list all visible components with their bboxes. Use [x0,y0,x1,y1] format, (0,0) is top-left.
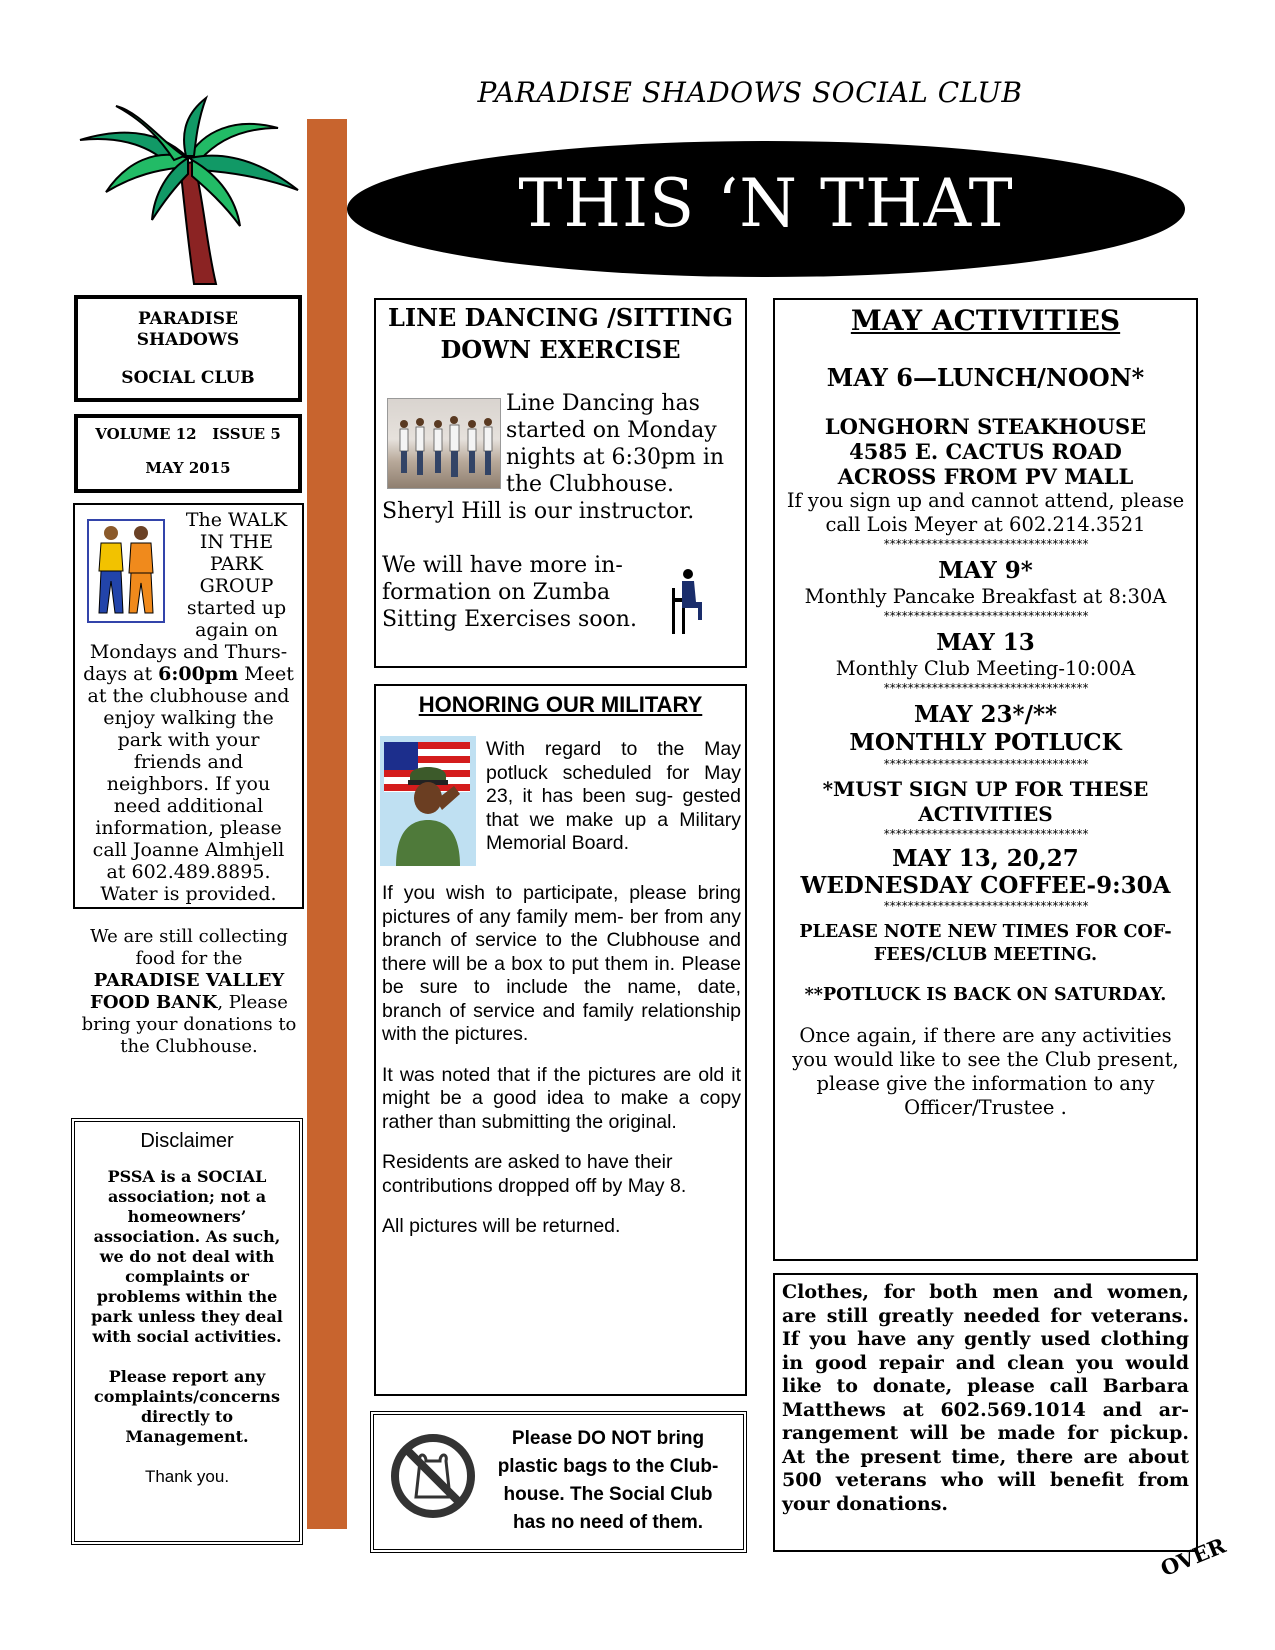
food-bank-note: We are still collecting food for the PARADISE VALLEY FOOD BANK, Please bring your donations to the Clubhouse. [81,926,297,1057]
walk-time: 6:00pm [158,663,239,685]
title-banner [347,141,1185,277]
line-dancing-text-c: nights at 6:30pm in [506,445,725,470]
club-box-line3: SOCIAL CLUB [121,368,255,388]
meeting-heading: MAY 13 [936,629,1035,656]
saluting-soldier-icon [380,736,476,866]
zumba-text-a: We will have more in- [382,553,623,578]
food-bank-name: PARADISE VALLEY FOOD BANK [90,970,285,1013]
military-title: HONORING OUR MILITARY [418,692,703,717]
issue-date: MAY 2015 [145,459,231,477]
coffee-text: WEDNESDAY COFFEE-9:30A [800,872,1171,899]
line-dancing-text-d: the Clubhouse. [506,472,675,497]
walk-details: Mondays and Thurs- days at 6:00pm Meet at the clubhouse and enjoy walking the park with your friends and neighbors. If you need additional information, please call Joanne Almhjell at 602.489.8895. [83,641,294,883]
stars-divider: ********************************** [883,537,1088,551]
walk-line2: IN THE [199,531,274,553]
disclaimer-body: PSSA is a SOCIAL association; not a homeowners’ association. As such, we do not deal with complaints or problems within the park unless they deal with social activities. [91,1167,283,1346]
potluck-text: MONTHLY POTLUCK [849,729,1122,756]
military-box [374,684,747,1396]
zumba-text-b: formation on Zumba [382,580,611,605]
stars-divider: ********************************** [883,681,1088,695]
signup-note: *MUST SIGN UP FOR THESE ACTIVITIES [822,777,1149,826]
disclaimer-title: Disclaimer [140,1130,234,1152]
pancake-heading: MAY 9* [938,557,1033,584]
lunch-note: If you sign up and cannot attend, please call Lois Meyer at 602.214.3521 [786,489,1185,536]
clothes-box [773,1273,1198,1552]
walk-line6: again on [195,619,278,641]
lunch-venue-3: ACROSS FROM PV MALL [837,464,1134,489]
line-dancing-box [374,298,747,668]
stars-divider: ********************************** [883,899,1088,913]
disclaimer-report: Please report any complaints/concerns directly to Management. [94,1367,280,1446]
walk-line5: started up [186,597,287,619]
line-dancing-title: LINE DANCING /SITTING DOWN EXERCISE [387,303,734,364]
zumba-text-c: Sitting Exercises soon. [382,607,637,632]
vertical-divider [307,119,347,1529]
palm-tree-icon [76,92,310,290]
line-dancing-text-a: Line Dancing has [506,391,700,416]
closing-note: Once again, if there are any activities you would like to see the Club present, please give the information to any Officer/Trustee . [792,1024,1179,1119]
lunch-venue-1: LONGHORN STEAKHOUSE [824,414,1147,439]
clothes-text: Clothes, for both men and women, are still greatly needed for veterans. If you have any gently used clothing in good repair and clean you would like to donate, please call Barbara Matthews at 602.569.1014 and ar- rangement will be made for pickup. At the present time, there are about 500 veterans who will benefit from your donations. [782,1281,1189,1515]
disclaimer-box [71,1118,303,1545]
club-box-line2: SHADOWS [136,330,240,350]
club-name-box [74,295,302,402]
plastic-bags-box [370,1411,747,1553]
walkers-icon [87,519,165,623]
military-p2: If you wish to participate, please bring pictures of any family mem- ber from any branch of service to the Clubhouse and there will be a box to put them in. Please be sure to include the name, date, branch of service and family relationship with the pictures. [382,882,741,1045]
walk-line4: GROUP [199,575,274,597]
military-p5: All pictures will be returned. [382,1215,621,1237]
newsletter-title: THIS ‘N THAT [518,165,1014,242]
walk-water: Water is provided. [100,883,277,905]
walk-in-the-park-box [73,503,304,909]
meeting-text: Monthly Club Meeting-10:00A [835,657,1136,680]
over-label: OVER [1157,1532,1230,1582]
stars-divider: ********************************** [883,609,1088,623]
walk-line1: The WALK [185,509,288,531]
stars-divider: ********************************** [883,757,1088,771]
plastic-bags-text: Please DO NOT bring plastic bags to the Club- house. The Social Club has no need of them. [497,1428,719,1533]
line-dancing-instructor: Sheryl Hill is our instructor. [382,499,695,524]
lunch-venue-2: 4585 E. CACTUS ROAD [849,439,1122,464]
no-plastic-bags-icon [390,1433,476,1519]
military-p4: Residents are asked to have their contributions dropped off by May 8. [382,1151,687,1197]
potluck-saturday-note: **POTLUCK IS BACK ON SATURDAY. [804,985,1167,1005]
stars-divider: ********************************** [883,827,1088,841]
line-dancing-text-b: started on Monday [506,418,717,443]
may-activities-title: MAY ACTIVITIES [850,304,1121,337]
new-times-note: PLEASE NOTE NEW TIMES FOR COF- FEES/CLUB MEETING. [799,922,1172,965]
pancake-text: Monthly Pancake Breakfast at 8:30A [804,585,1167,608]
sitting-exercise-icon [668,568,708,634]
volume-issue: VOLUME 12 ISSUE 5 [95,425,281,443]
military-p3: It was noted that if the pictures are old it might be a good idea to make a copy rather than submitting the original. [382,1063,741,1133]
disclaimer-thanks: Thank you. [144,1467,230,1486]
potluck-heading: MAY 23*/** [913,701,1058,728]
lunch-heading: MAY 6—LUNCH/NOON* [826,363,1145,392]
walk-line3: PARK [209,553,264,575]
club-box-line1: PARADISE [138,309,238,329]
club-name-header: PARADISE SHADOWS SOCIAL CLUB [477,76,1023,109]
issue-box [74,414,302,493]
line-dancing-photo [387,398,501,489]
military-p1: With regard to the May potluck scheduled for May 23, it has been sug- gested that we make up a Military Memorial Board. [486,738,741,854]
coffee-heading: MAY 13, 20,27 [892,845,1079,872]
may-activities-box [773,298,1198,1261]
